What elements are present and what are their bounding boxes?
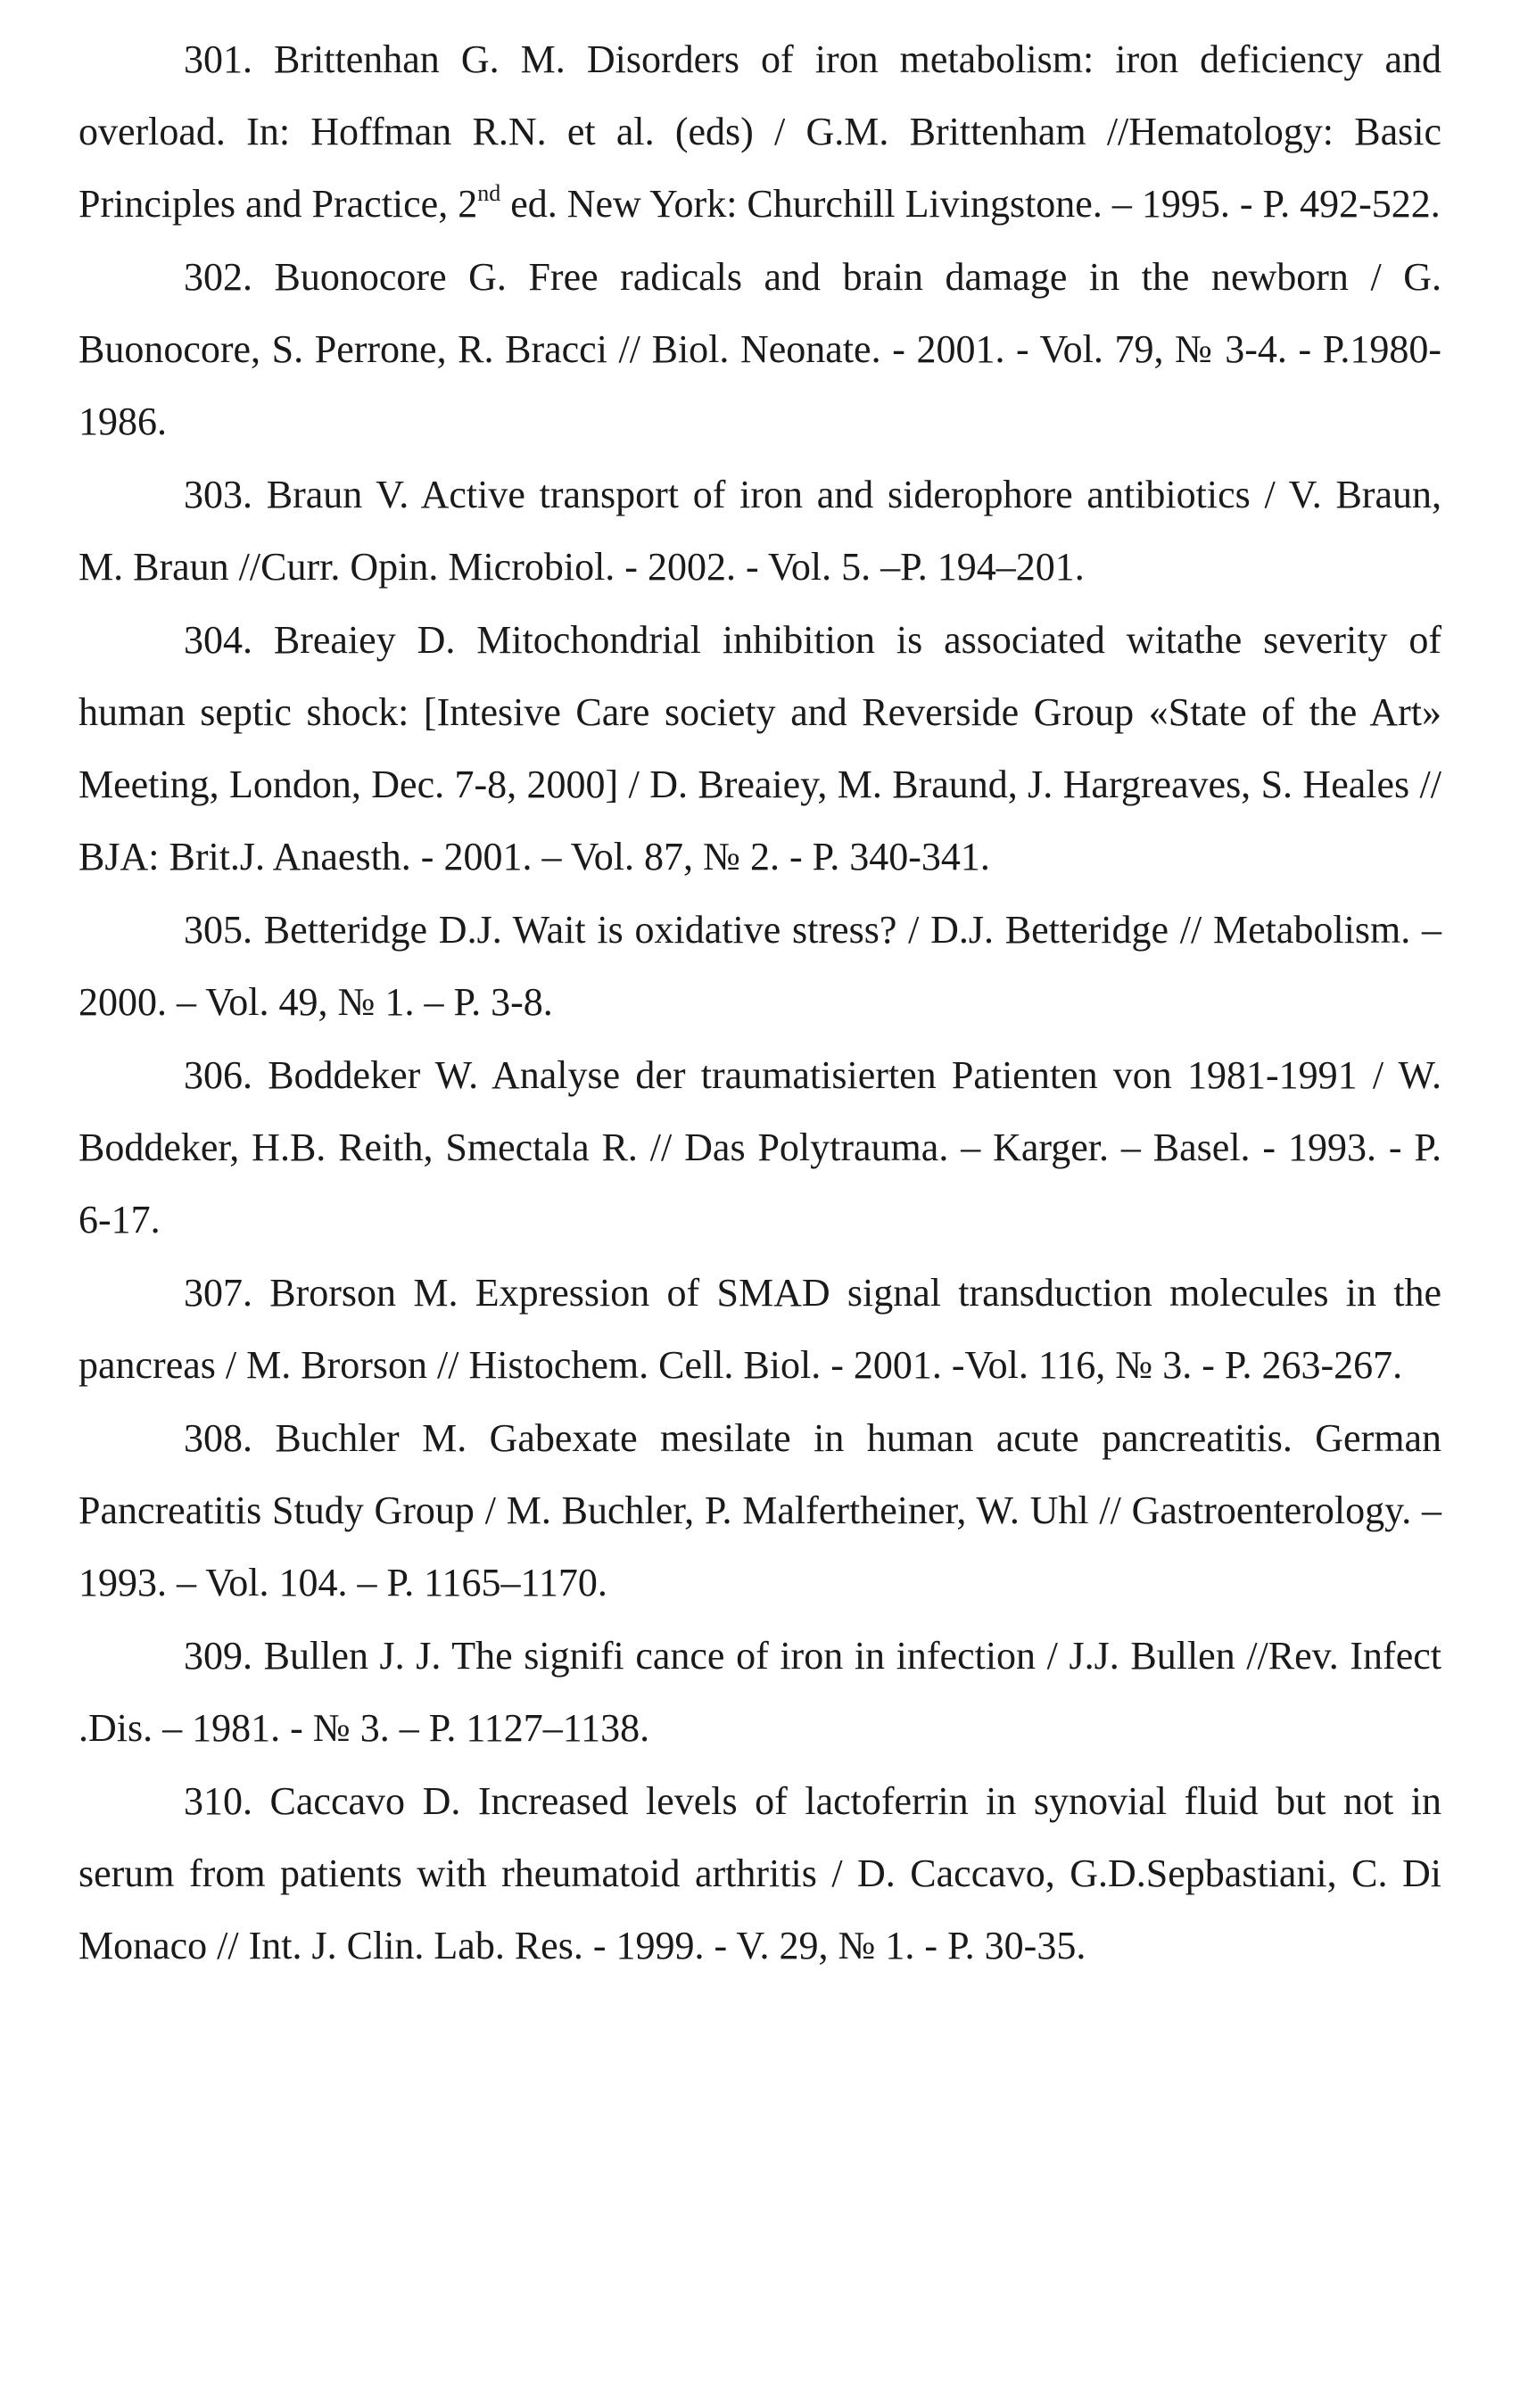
reference-item-309: 309. Bullen J. J. The signifi cance of iron in infection / J.J. Bullen //Rev. Infect .Dis. – 1981. - № 3. – P. 1127–1138. — [78, 1634, 1441, 1750]
reference-item-307: 307. Brorson M. Expression of SMAD signal transduction molecules in the pancreas / M. Brorson // Histochem. Cell. Biol. - 2001. -Vol. 116, № 3. - P. 263-267. — [78, 1271, 1441, 1387]
reference-item-305: 305. Betteridge D.J. Wait is oxidative stress? / D.J. Betteridge // Metabolism. – 2000. – Vol. 49, № 1. – P. 3-8. — [78, 908, 1441, 1024]
superscript-ordinal: nd — [477, 180, 501, 206]
reference-text: 301. Brittenhan G. M. Disorders of iron metabolism: iron deficiency and overload. In: Hoffman R.N. et al. (eds) / G.M. Brittenham //Hematology: Basic Principles and Practice, 2 — [78, 37, 1441, 226]
reference-item-306: 306. Boddeker W. Analyse der traumatisierten Patienten von 1981-1991 / W. Boddeker, H.B. Reith, Smectala R. // Das Polytrauma. – Karger. – Basel. - 1993. - P. 6-17. — [78, 1053, 1441, 1241]
reference-text-continued: ed. New York: Churchill Livingstone. – 1995. - P. 492-522. — [500, 182, 1441, 226]
reference-item-303: 303. Braun V. Active transport of iron and siderophore antibiotics / V. Braun, M. Braun //Curr. Opin. Microbiol. - 2002. - Vol. 5. –P. 194–201. — [78, 473, 1441, 589]
reference-item-310: 310. Caccavo D. Increased levels of lactoferrin in synovial fluid but not in serum from patients with rheumatoid arthritis / D. Caccavo, G.D.Sepbastiani, C. Di Monaco // Int. J. Clin. Lab. Res. - 1999. - V. 29, № 1. - P. 30-35. — [78, 1779, 1441, 1967]
reference-list — [78, 23, 1441, 1982]
reference-item-308: 308. Buchler M. Gabexate mesilate in human acute pancreatitis. German Pancreatitis Study Group / M. Buchler, P. Malfertheiner, W. Uhl // Gastroenterology. – 1993. – Vol. 104. – P. 1165–1170. — [78, 1416, 1441, 1604]
reference-item-301 — [78, 23, 1441, 240]
reference-item-302: 302. Buonocore G. Free radicals and brain damage in the newborn / G. Buonocore, S. Perrone, R. Bracci // Biol. Neonate. - 2001. - Vol. 79, № 3-4. - P.1980-1986. — [78, 255, 1441, 443]
reference-item-304: 304. Breaiey D. Mitochondrial inhibition is associated witathe severity of human septic shock: [Intesive Care society and Reverside Group «State of the Art» Meeting, London, Dec. 7-8, 2000] / D. Breaiey, M. Braund, J. Hargreaves, S. Heales // BJA: Brit.J. Anaesth. - 2001. – Vol. 87, № 2. - P. 340-341. — [78, 618, 1441, 878]
